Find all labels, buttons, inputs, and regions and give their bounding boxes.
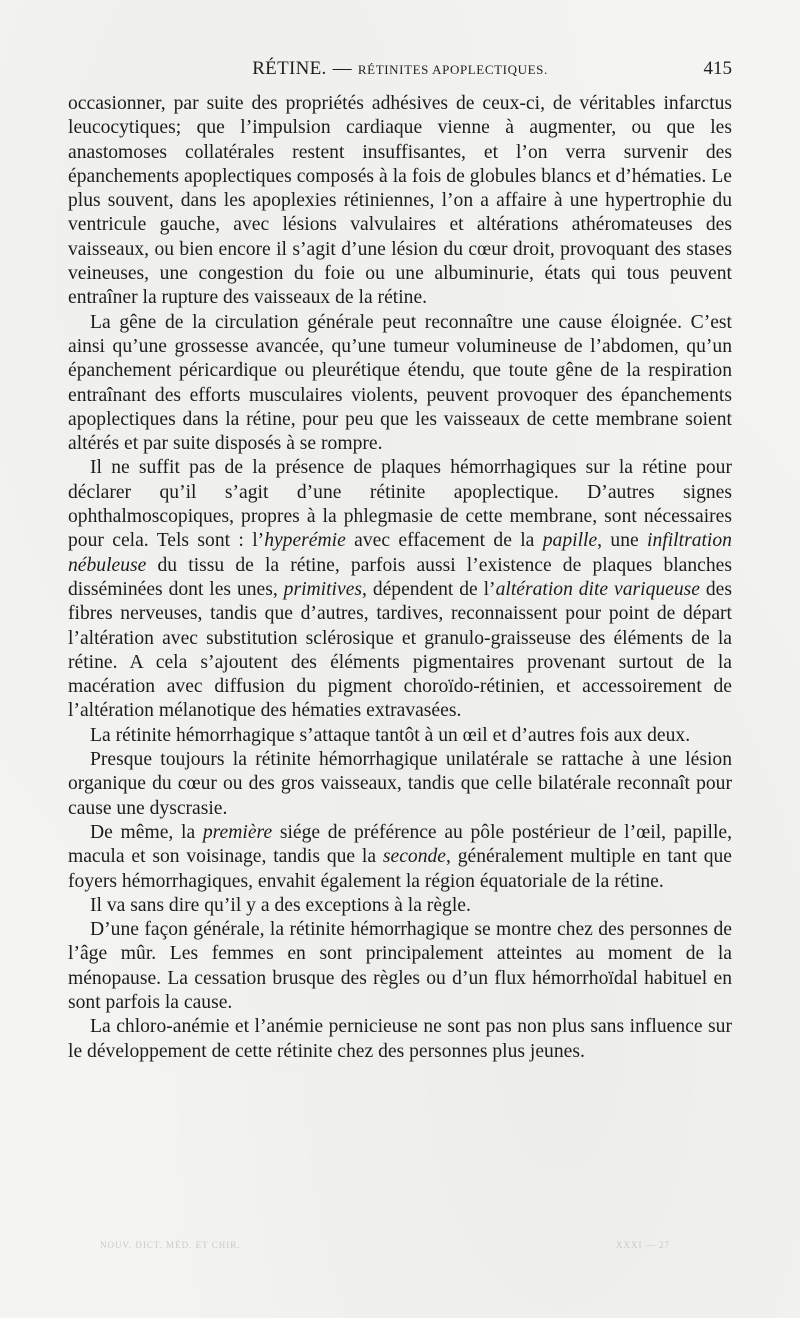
text-run: , une xyxy=(597,530,648,552)
page-footer xyxy=(100,1240,700,1250)
italic-term: altération dite variqueuse xyxy=(495,578,700,600)
paragraph xyxy=(68,311,732,457)
text-run: La rétinite hémorrhagique s’attaque tantôt à un œil et d’autres fois aux deux. xyxy=(90,724,691,746)
paragraph xyxy=(68,1015,732,1064)
text-run: , généralement multiple en tant que foyers hémorrhagiques, envahit également la région équatoriale de la rétine. xyxy=(68,846,732,892)
running-head-title: RÉTINE. xyxy=(252,58,327,79)
italic-term: seconde xyxy=(382,846,446,868)
text-run: occasionner, par suite des propriétés adhésives de ceux-ci, de véritables infarctus leucocytiques; que l’impulsion cardiaque vienne à augmenter, ou que les anastomoses collatérales restent insuffisantes, et l’on verra survenir des épanchements apoplectiques composés à la fois de globules blancs et d’hématies. Le plus souvent, dans les apoplexies rétiniennes, l’on a affaire à une hypertrophie du ventricule gauche, avec lésions valvulaires et altérations athéromateuses des vaisseaux, ou bien encore il s’agit d’une lésion du cœur droit, provoquant des stases veineuses, une congestion du foie ou une albuminurie, états qui tous peuvent entraîner la rupture des vaisseaux de la rétine. xyxy=(68,93,732,309)
text-run: du tissu de la rétine, parfois aussi l’existence de plaques blanches disséminées dont les unes, xyxy=(68,554,732,600)
text-run: La gêne de la circulation générale peut reconnaître une cause éloignée. C’est ainsi qu’une grossesse avancée, qu’une tumeur volumineuse de l’abdomen, qu’un épanchement péricardique ou pleurétique étendu, que toute gêne de la respiration entraînant des efforts musculaires violents, peuvent provoquer des épanchements apoplectiques dans la rétine, pour peu que les vaisseaux de cette membrane soient altérés et par suite disposés à se rompre. xyxy=(68,311,732,455)
footer-signature-left: NOUV. DICT. MÉD. ET CHIR. xyxy=(100,1240,241,1250)
body-text xyxy=(68,92,732,1064)
italic-term: primitives xyxy=(283,578,363,600)
paragraph xyxy=(68,92,732,311)
paragraph xyxy=(68,821,732,894)
text-run: Presque toujours la rétinite hémorrhagique unilatérale se rattache à une lésion organique du cœur ou des gros vaisseaux, tandis que celle bilatérale reconnaît pour cause une dyscrasie. xyxy=(68,749,732,819)
paragraph xyxy=(68,456,732,723)
text-run: D’une façon générale, la rétinite hémorrhagique se montre chez des personnes de l’âge mûr. Les femmes en sont principalement atteintes au moment de la ménopause. La cessation brusque des règles ou d’un flux hémorrhoïdal habituel en sont parfois la cause. xyxy=(68,919,732,1013)
text-run: De même, la xyxy=(90,821,203,843)
text-run: avec effacement de la xyxy=(345,530,543,552)
running-head-dash: — xyxy=(332,58,352,79)
text-run: Il va sans dire qu’il y a des exceptions à la règle. xyxy=(90,894,471,916)
text-run: , dépendent de l’ xyxy=(362,578,496,600)
footer-signature-right: XXXI — 27 xyxy=(616,1240,670,1250)
running-head xyxy=(68,58,732,80)
page-number: 415 xyxy=(703,58,732,79)
italic-term: première xyxy=(202,821,273,843)
paragraph xyxy=(68,724,732,748)
italic-term: infiltration nébuleuse xyxy=(68,530,732,576)
running-head-subtitle: RÉTINITES APOPLECTIQUES. xyxy=(357,62,548,77)
paragraph xyxy=(68,894,732,918)
page-header xyxy=(68,58,732,84)
paragraph xyxy=(68,748,732,821)
paragraph xyxy=(68,918,732,1015)
text-run: Il ne suffit pas de la présence de plaques hémorrhagiques sur la rétine pour déclarer qu’il s’agit d’une rétinite apoplectique. D’autres signes ophthalmoscopiques, propres à la phlegmasie de cette membrane, sont nécessaires pour cela. Tels sont : l’ xyxy=(68,457,732,552)
italic-term: hyperémie xyxy=(264,530,346,552)
text-run: La chloro-anémie et l’anémie pernicieuse ne sont pas non plus sans influence sur le développement de cette rétinite chez des personnes plus jeunes. xyxy=(68,1016,732,1062)
italic-term: papille xyxy=(542,530,598,552)
text-run: siége de préférence au pôle postérieur de l’œil, papille, macula et son voisinage, tandis que la xyxy=(68,821,732,868)
text-run: des fibres nerveuses, tandis que d’autres, tardives, reconnaissent pour point de départ l’altération avec substitution sclérosique et granulo-graisseuse des éléments de la rétine. A cela s’ajoutent des éléments pigmentaires provenant surtout de la macération avec diffusion du pigment choroïdo-rétinien, et accessoirement de l’altération mélanotique des hématies extravasées. xyxy=(68,578,733,722)
